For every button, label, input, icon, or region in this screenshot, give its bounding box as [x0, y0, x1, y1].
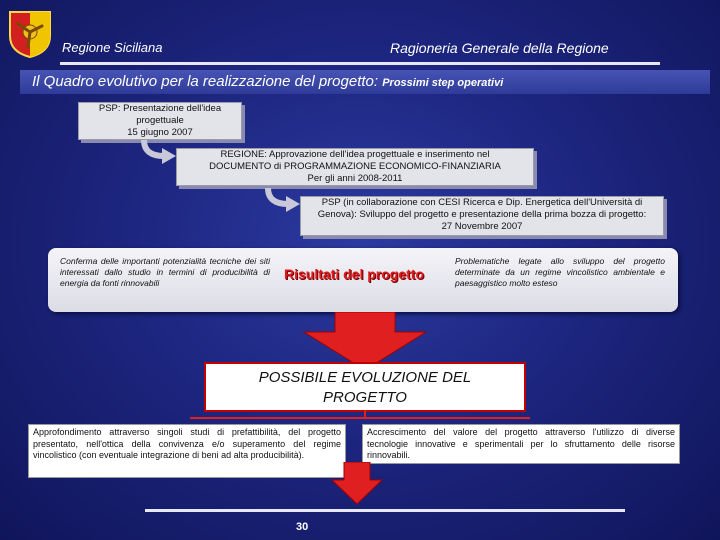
step-1-line-1: PSP: Presentazione dell'idea [98, 103, 222, 114]
curved-arrow-icon [264, 186, 304, 214]
step-3-line-1: PSP (in collaborazione con CESI Ricerca e Dip. Energetica dell'Università di [321, 197, 643, 208]
curved-arrow-icon [140, 138, 180, 166]
outcome-left-box: Approfondimento attraverso singoli studi di prefattibilità, del progetto presentato, nell'ottica della convivenza e/o superamento del regime vincolistico (con eventuale integrazione di beni ad alta producibilità). [28, 424, 346, 478]
step-1-line-3: 15 giugno 2007 [127, 127, 193, 138]
step-2-line-1: REGIONE: Approvazione dell'idea progettuale e inserimento nel [220, 149, 490, 160]
step-1-line-2: progettuale [136, 115, 184, 126]
down-arrow-icon [330, 462, 384, 506]
page-title: Il Quadro evolutivo per la realizzazione del progetto: Prossimi step operativi [32, 73, 504, 90]
step-2-line-3: Per gli anni 2008-2011 [307, 173, 403, 184]
step-box-3 [300, 196, 664, 236]
results-positive-text: Conferma delle importanti potenzialità tecniche dei siti interessati dallo studio in termini di producibilità di energia da fonti rinnovabili [60, 256, 270, 288]
page-subtitle: Prossimi step operativi [382, 77, 504, 89]
page-number: 30 [296, 521, 309, 533]
results-title: Risultati del progetto [284, 266, 424, 282]
step-3-line-3: 27 Novembre 2007 [441, 221, 523, 232]
evolution-line-2: PROGETTO [323, 389, 407, 406]
step-box-1 [78, 102, 242, 140]
evolution-line-1: POSSIBILE EVOLUZIONE DEL [258, 369, 472, 386]
step-2-line-2: DOCUMENTO di PROGRAMMAZIONE ECONOMICO-FINANZIARIA [209, 161, 501, 172]
footer-divider [145, 509, 625, 512]
step-box-2 [176, 148, 534, 186]
sicily-coat-of-arms-icon [8, 10, 52, 58]
outcome-right-box: Accrescimento del valore del progetto attraverso l'utilizzo di diverse tecnologie innovative e sperimentali per lo sfruttamento delle risorse rinnovabili. [362, 424, 680, 464]
region-name: Regione Siciliana [62, 40, 163, 55]
department-name: Ragioneria Generale della Regione [390, 40, 609, 56]
step-3-line-2: Genova): Sviluppo del progetto e presentazione della prima bozza di progetto: [317, 209, 647, 220]
evolution-box [204, 362, 526, 412]
results-negative-text: Problematiche legate allo sviluppo del progetto determinate da un regime vincolistico ambientale e paesaggistico molto esteso [455, 256, 665, 288]
header-divider [60, 62, 660, 65]
